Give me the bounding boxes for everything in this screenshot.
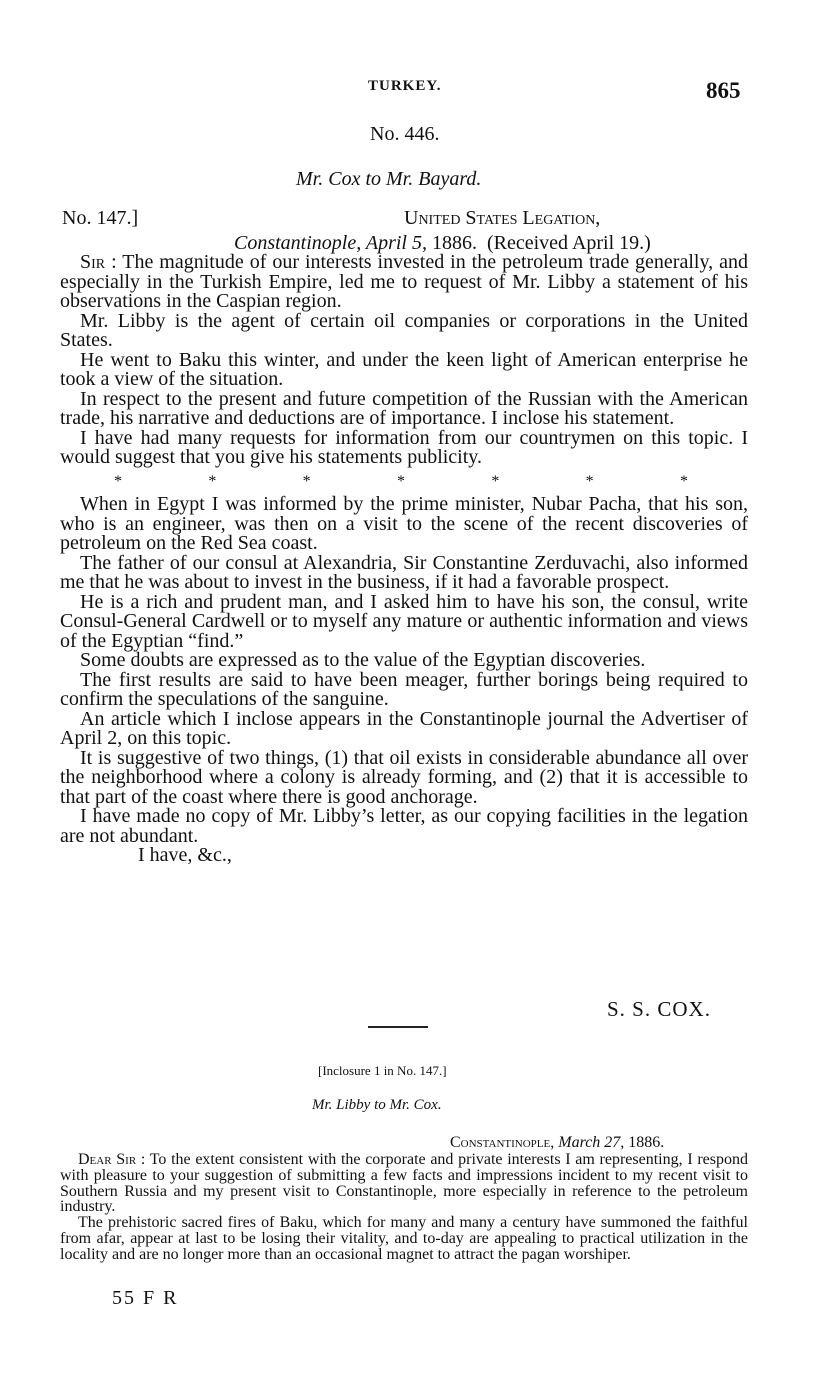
letter-paragraph: He went to Baku this winter, and under the keen light of American enterprise he took a view of the situation. (60, 348, 748, 390)
letter-body (60, 253, 748, 866)
inclosure-subject: Mr. Libby to Mr. Cox. (312, 1097, 442, 1113)
signature-mark: 55 F R (112, 1287, 179, 1309)
letter-paragraph: Some doubts are expressed as to the value of the Egyptian discoveries. (80, 649, 646, 671)
omission-stars (60, 468, 748, 496)
letter-paragraph: An article which I inclose appears in the Constantinople journal the Advertiser of April 2, on this topic. (60, 707, 748, 749)
star: * (679, 472, 688, 490)
letter-paragraph: Sir : The magnitude of our interests invested in the petroleum trade generally, and especially in the Turkish Empire, led me to request of Mr. Libby a statement of his observations in the Caspian region. (60, 251, 748, 312)
letter-paragraph: It is suggestive of two things, (1) that oil exists in considerable abundance all over the neighborhood where a colony is already forming, and (2) that it is accessible to that part of the coast where there is good anchorage. (60, 746, 748, 808)
letter-paragraph: In respect to the present and future competition of the Russian with the American trade, his narrative and deductions are of importance. I inclose his statement. (60, 387, 748, 429)
received-date: (Received April 19.) (486, 232, 651, 254)
letter-paragraph: The father of our consul at Alexandria, Sir Constantine Zerduvachi, also informed me that he was about to invest in the business, if it had a favorable prospect. (60, 551, 748, 593)
inclosure-date-place: Constantinople, (450, 1134, 555, 1151)
inclosure-dateline (450, 1134, 664, 1152)
star: * (585, 472, 594, 490)
document-number: No. 446. (370, 123, 440, 145)
star: * (396, 472, 405, 490)
inclosure-salutation: Dear Sir : (78, 1151, 146, 1168)
inclosure-body (60, 1152, 748, 1263)
letter-paragraph: When in Egypt I was informed by the prime minister, Nubar Pacha, that his son, who is an engineer, was then on a visit to the scene of the recent discoveries of petroleum on the Red Sea coast. (60, 493, 748, 554)
inclosure-paragraph: Dear Sir : To the extent consistent with the corporate and private interests I am representing, I respond with pleasure to your suggestion of submitting a few facts and impressions incident to my recent visit to Southern Russia and my present visit to Constantinople, more especially in reference to the petroleum industry. (60, 1151, 748, 1216)
running-head-title: TURKEY. (368, 78, 442, 94)
star: * (114, 472, 122, 490)
legation-heading: United States Legation, (404, 207, 601, 229)
dispatch-number: No. 147.] (62, 207, 139, 229)
letter-paragraph: He is a rich and prudent man, and I asked him to have his son, the consul, write Consul-General Cardwell or to myself any mature or authentic information and views of the Egyptian “find.” (60, 590, 748, 652)
section-divider (368, 1026, 428, 1028)
inclosure-date-year: 1886. (624, 1134, 665, 1151)
inclosure-paragraph: The prehistoric sacred fires of Baku, which for many and many a century have summoned the faithful from afar, appear at last to be losing their vitality, and to-day are appealing to practical utilization in the locality and are no longer more than an occasional magnet to attract the pagan worshiper. (60, 1214, 748, 1263)
dispatch-date-year: 1886. (426, 232, 477, 254)
signature: S. S. COX. (607, 997, 711, 1021)
letter-closing: I have, &c., (138, 844, 232, 866)
page-number: 865 (706, 78, 741, 103)
star: * (208, 472, 217, 490)
star: * (491, 472, 500, 490)
letter-paragraph: I have had many requests for information from our countrymen on this topic. I would suggest that you give his statements publicity. (60, 426, 748, 468)
document-subject: Mr. Cox to Mr. Bayard. (296, 168, 482, 190)
salutation: Sir : (80, 251, 117, 273)
letter-paragraph: Mr. Libby is the agent of certain oil companies or corporations in the United States. (60, 309, 748, 351)
letter-paragraph: The first results are said to have been meager, further borings being required to confirm the speculations of the sanguine. (60, 668, 748, 710)
letter-paragraph: I have made no copy of Mr. Libby’s letter, as our copying facilities in the legation are not abundant. (60, 805, 748, 847)
dispatch-date-place: Constantinople, April 5, (234, 232, 427, 254)
star: * (302, 472, 311, 490)
inclosure-label: [Inclosure 1 in No. 147.] (318, 1063, 447, 1078)
inclosure-date-day: March 27, (558, 1134, 625, 1151)
